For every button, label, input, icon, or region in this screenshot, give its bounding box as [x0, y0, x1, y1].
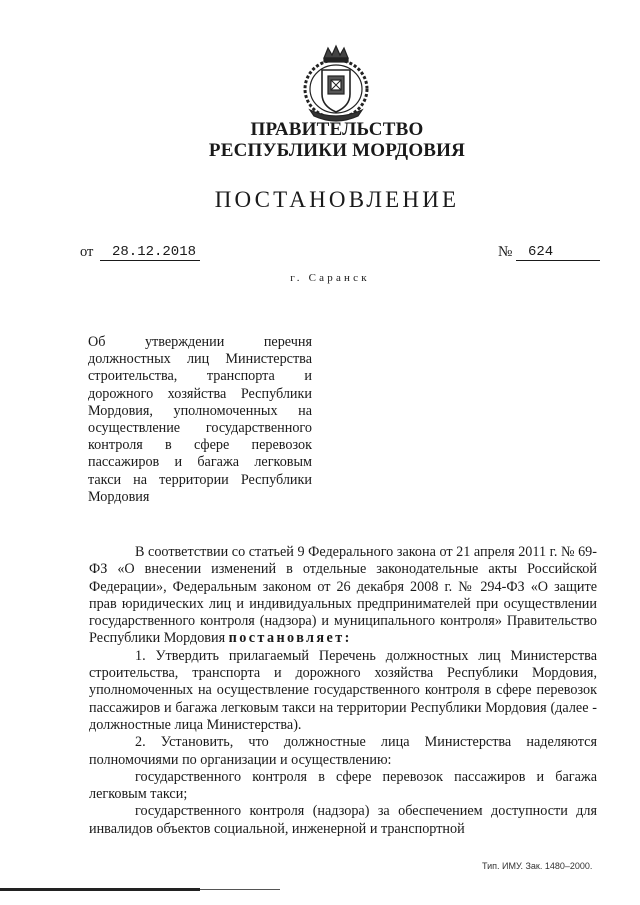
government-title-line2: РЕСПУБЛИКИ МОРДОВИЯ — [208, 140, 466, 161]
body-paragraph-subitem1: государственного контроля в сфере перевозок пассажиров и багажа легковым такси; — [89, 768, 597, 803]
printing-mark: Тип. ИМУ. Зак. 1480–2000. — [482, 861, 593, 871]
body-paragraph-preamble — [89, 544, 597, 648]
government-title-line1: ПРАВИТЕЛЬСТВО — [250, 119, 424, 140]
decree-subject: Об утверждении перечня должностных лиц Министерства строительства, транспорта и дорожного хозяйства Республики Мордовия, уполномоченных на осуществление государственного контроля в сфере перевозок пассажиров и багажа легковым такси на территории Республики Мордовия — [88, 334, 312, 505]
city-name: г. Саранск — [290, 272, 370, 284]
document-type-title: ПОСТАНОВЛЕНИЕ — [214, 187, 460, 212]
scan-edge-line-thin — [200, 889, 280, 890]
body-paragraph-subitem2: государственного контроля (надзора) за обеспечением доступности для инвалидов объектов социальной, инженерной и транспортной — [89, 803, 597, 837]
preamble-text: В соответствии со статьей 9 Федерального закона от 21 апреля 2011 г. № 69-ФЗ «О внесении изменений в отдельные законодательные акты Российской Федерации», Федеральным законом от 26 декабря 2008 г. № 294-ФЗ «О защите прав юридических лиц и индивидуальных предпринимателей при осуществлении государственного контроля (надзора) и муниципального контроля» Правительство Республики Мордовия — [89, 544, 597, 647]
coat-of-arms-icon — [300, 42, 372, 124]
number-value: 624 — [516, 244, 600, 261]
body-paragraph-item2: 2. Установить, что должностные лица Министерства наделяются полномочиями по организации и осуществлению: — [89, 734, 597, 768]
number-label: № — [498, 244, 513, 260]
decision-word: постановляет: — [228, 630, 352, 647]
date-value: 28.12.2018 — [100, 244, 200, 261]
date-label: от — [80, 244, 94, 260]
scan-edge-line — [0, 888, 200, 891]
decree-body — [89, 544, 597, 838]
body-paragraph-item1: 1. Утвердить прилагаемый Перечень должностных лиц Министерства строительства, транспорта и дорожного хозяйства Республики Мордовия, уполномоченных на осуществление государственного контроля в сфере перевозок пассажиров и багажа легковым такси на территории Республики Мордовия (далее - должностные лица Министерства). — [89, 647, 597, 733]
